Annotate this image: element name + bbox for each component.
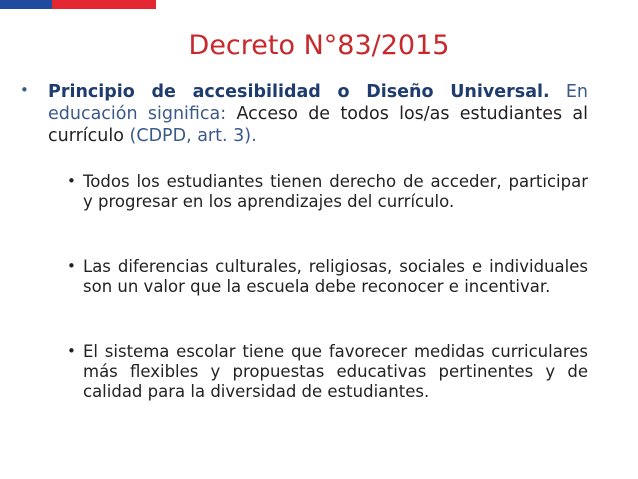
principle-intro: En educación significa:	[48, 82, 588, 124]
sub-bullet-text: Todos los estudiantes tienen derecho de acceder, participar y progresar en los aprendizajes del currículo.	[83, 172, 588, 211]
main-bullet-text	[48, 81, 588, 147]
slide-title: Decreto N°83/2015	[188, 30, 450, 61]
principle-heading: Principio de accesibilidad o Diseño Universal.	[48, 82, 550, 102]
header-flag-stripe	[0, 0, 156, 9]
sub-bullet-1	[67, 172, 588, 212]
main-bullet	[20, 81, 588, 147]
main-bullet-marker: •	[20, 81, 29, 99]
sub-bullet-marker: •	[67, 172, 76, 190]
flag-red-segment	[52, 0, 156, 9]
sub-bullet-text: El sistema escolar tiene que favorecer medidas curriculares más flexibles y propuestas educativas pertinentes y de calidad para la diversidad de estudiantes.	[83, 342, 588, 401]
sub-bullet-marker: •	[67, 342, 76, 360]
sub-bullet-text: Las diferencias culturales, religiosas, sociales e individuales son un valor que la escuela debe reconocer e incentivar.	[83, 257, 588, 296]
sub-bullet-2	[67, 257, 588, 297]
principle-reference: (CDPD, art. 3).	[129, 126, 257, 146]
principle-body: Acceso de todos los/as estudiantes al currículo	[48, 104, 588, 146]
sub-bullet-3	[67, 342, 588, 402]
flag-blue-segment	[0, 0, 52, 9]
sub-bullet-marker: •	[67, 257, 76, 275]
